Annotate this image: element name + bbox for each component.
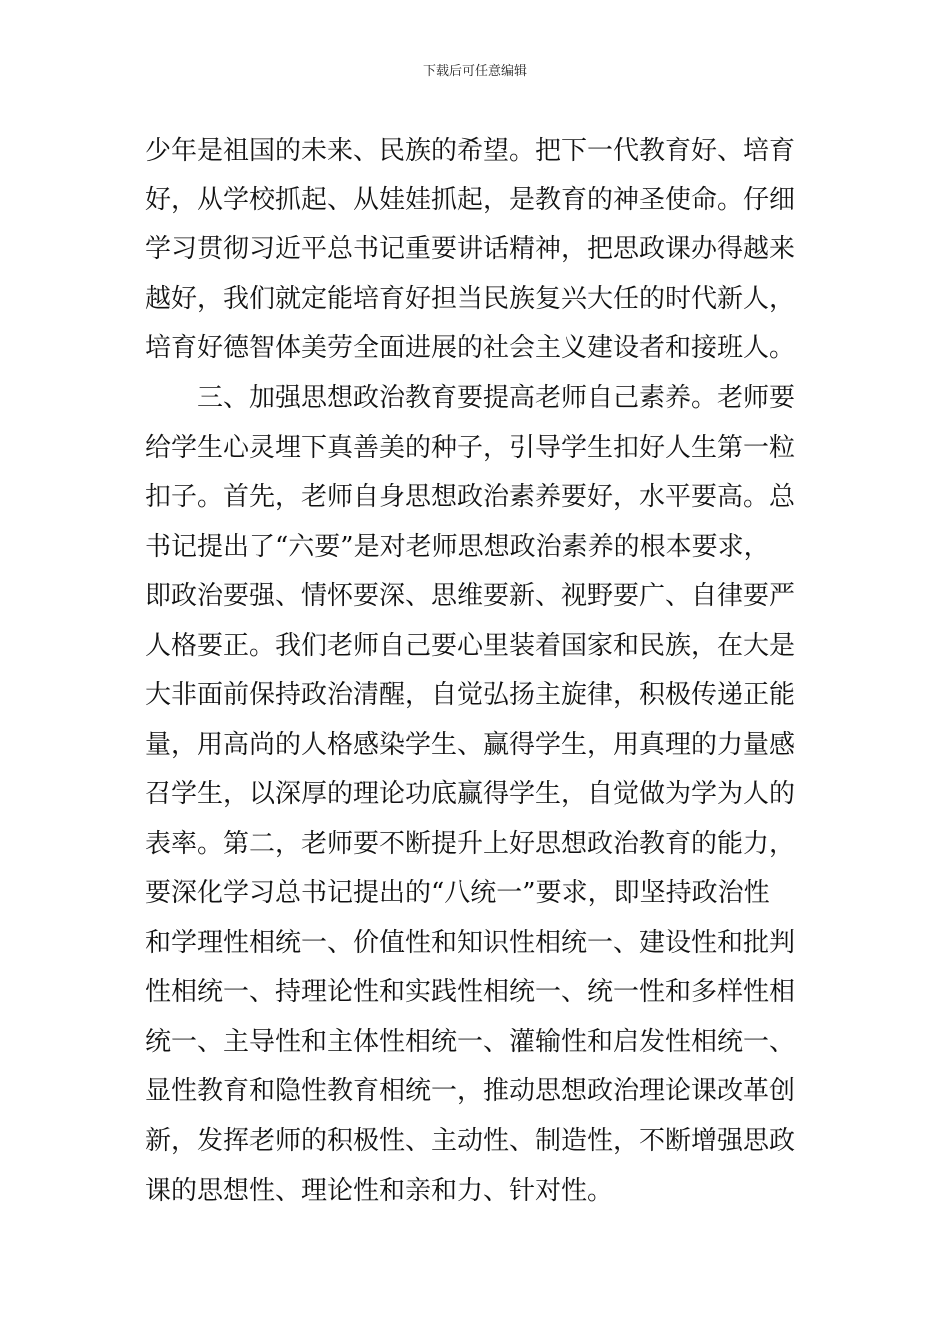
text-line: 表率。第二，老师要不断提升上好思想政治教育的能力， [145,829,796,859]
text-line: 新，发挥老师的积极性、主动性、制造性，不断增强思政 [145,1126,796,1156]
text-line: 召学生，以深厚的理论功底赢得学生，自觉做为学为人的 [145,779,796,809]
text-line: 三、加强思想政治教育要提高老师自己素养。老师要 [145,383,796,413]
page-header-note: 下载后可任意编辑 [422,64,527,79]
text-line: 量，用高尚的人格感染学生、赢得学生，用真理的力量感 [145,730,796,760]
text-line: 即政治要强、情怀要深、思维要新、视野要广、自律要严 [145,581,796,611]
text-line: 课的思想性、理论性和亲和力、针对性。 [145,1176,614,1206]
text-line: 显性教育和隐性教育相统一，推动思想政治理论课改革创 [145,1076,796,1106]
text-line: 给学生心灵埋下真善美的种子，引导学生扣好人生第一粒 [145,433,796,463]
text-line: 学习贯彻习近平总书记重要讲话精神，把思政课办得越来 [145,234,796,264]
text-line: 好，从学校抓起、从娃娃抓起，是教育的神圣使命。仔细 [145,185,796,215]
text-line: 书记提出了“六要”是对老师思想政治素养的根本要求， [145,532,770,562]
text-line: 大非面前保持政治清醒，自觉弘扬主旋律，积极传递正能 [145,680,796,710]
text-line: 和学理性相统一、价值性和知识性相统一、建设性和批判 [145,928,796,958]
text-line: 统一、主导性和主体性相统一、灌输性和启发性相统一、 [145,1027,796,1057]
text-line: 要深化学习总书记提出的“八统一”要求，即坚持政治性 [145,878,770,908]
text-line: 培育好德智体美劳全面进展的社会主义建设者和接班人。 [145,333,796,363]
text-line: 少年是祖国的未来、民族的希望。把下一代教育好、培育 [145,136,796,166]
text-line: 扣子。首先，老师自身思想政治素养要好，水平要高。总 [145,482,796,512]
text-line: 越好，我们就定能培育好担当民族复兴大任的时代新人， [145,284,796,314]
text-line: 性相统一、持理论性和实践性相统一、统一性和多样性相 [145,977,796,1007]
text-line: 人格要正。我们老师自己要心里装着国家和民族，在大是 [145,631,796,661]
